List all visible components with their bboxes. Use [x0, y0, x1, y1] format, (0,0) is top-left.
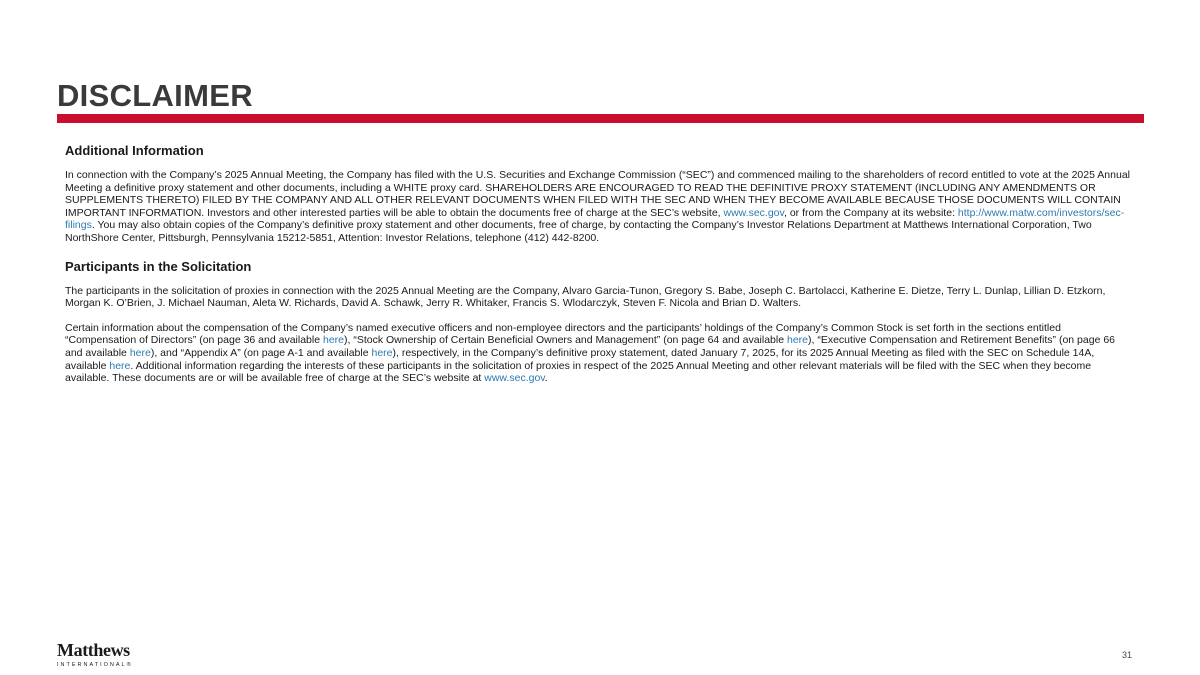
text-run: ), “Executive Compensation and Retirement Benefits” (on page 66 and available [65, 334, 1116, 359]
text-run: Certain information about the compensation of the Company’s named executive officers and non-employee directors and the participants’ holdings of the Company’s Common Stock is set forth in the sections entitled “Compensation of Directors” (on page 36 and available [65, 321, 1061, 347]
inline-link[interactable]: here [109, 359, 131, 372]
inline-link[interactable]: here [371, 346, 393, 359]
text-run: . [544, 372, 548, 385]
title-divider [57, 114, 1144, 123]
text-run: ), and “Appendix A” (on page A-1 and available [150, 346, 372, 359]
logo-subtitle: INTERNATIONAL® [57, 662, 133, 668]
inline-link[interactable]: www.sec.gov [723, 206, 784, 219]
body-paragraph [65, 285, 1135, 310]
company-logo [57, 641, 147, 669]
disclaimer-body [65, 143, 1135, 397]
page-number: 31 [1121, 650, 1132, 660]
inline-link[interactable]: www.sec.gov [484, 372, 545, 385]
inline-link[interactable]: http://www.matw.com/investors/sec-filings [65, 206, 1125, 232]
inline-link[interactable]: here [322, 334, 344, 347]
text-run: . Additional information regarding the interests of these participants in the solicitation of proxies in respect of the 2025 Annual Meeting and other relevant materials will be filed with the SEC when they become available. These documents are or will be available free of charge at the SEC’s website at [65, 359, 1092, 385]
text-run: In connection with the Company’s 2025 Annual Meeting, the Company has filed with the U.S. Securities and Exchange Commission (“SEC”) and commenced mailing to the shareholders of record entitled to vote at the 2025 Annual Meeting a definitive proxy statement and other documents, including a WHITE proxy card. SHAREHOLDERS ARE ENCOURAGED TO READ THE DEFINITIVE PROXY STATEMENT (INCLUDING ANY AMENDMENTS OR SUPPLEMENTS THERETO) FILED BY THE COMPANY AND ALL OTHER RELEVANT DOCUMENTS WHEN FILED WITH THE SEC AND WHEN THEY BECOME AVAILABLE BECAUSE THOSE DOCUMENTS WILL CONTAIN IMPORTANT INFORMATION. Investors and other interested parties will be able to obtain the documents free of charge at the SEC’s website, [65, 169, 1130, 219]
section-heading: Participants in the Solicitation [65, 258, 252, 274]
logo-wordmark: Matthews [57, 640, 130, 660]
text-run: , or from the Company at its website: [784, 206, 958, 219]
inline-link[interactable]: here [787, 334, 809, 347]
section-heading: Additional Information [65, 143, 204, 158]
body-paragraph [65, 169, 1135, 245]
page-title: DISCLAIMER [57, 78, 253, 113]
text-run: The participants in the solicitation of proxies in connection with the 2025 Annual Meeting are the Company, Alvaro Garcia-Tunon, Gregory S. Babe, Joseph C. Bartolacci, Katherine E. Dietze, Terry L. Dunlap, Lillian D. Etzkorn, Morgan K. O’Brien, J. Michael Nauman, Aleta W. Richards, David A. Schawk, Jerry R. Whitaker, Francis S. Wlodarczyk, Steven F. Nicola and Brian D. Walters. [65, 284, 1106, 310]
inline-link[interactable]: here [129, 346, 151, 359]
text-run: ), respectively, in the Company’s definitive proxy statement, dated January 7, 2025, for its 2025 Annual Meeting as filed with the SEC on Schedule 14A, available [65, 346, 1095, 372]
text-run: ), “Stock Ownership of Certain Beneficial Owners and Management” (on page 64 and available [344, 334, 787, 347]
text-run: . You may also obtain copies of the Company’s definitive proxy statement and other documents, free of charge, by contacting the Company’s Investor Relations Department at Matthews International Corporation, Two NorthShore Center, Pittsburgh, Pennsylvania 15212-5851, Attention: Investor Relations, telephone (412) 442-8200. [65, 219, 1092, 244]
body-paragraph [65, 322, 1135, 385]
